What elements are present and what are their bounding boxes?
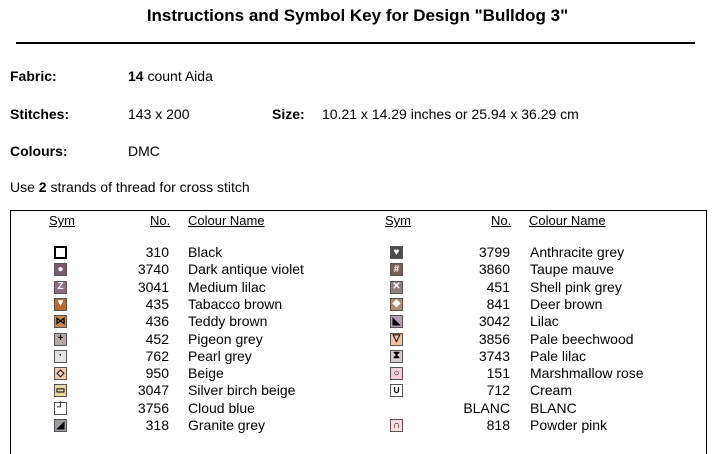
symbol-swatch-icon: ◣	[390, 315, 403, 328]
symbol-swatch-icon: ∩	[390, 419, 403, 432]
dmc-number: 841	[486, 295, 510, 312]
dmc-number: 3047	[137, 382, 169, 399]
colours-value: DMC	[128, 143, 160, 159]
colour-name: BLANC	[530, 399, 577, 416]
colour-row-right	[11, 244, 706, 261]
symbol-swatch-icon: ◢	[54, 419, 67, 432]
header-no-right: No.	[491, 213, 512, 228]
colour-name: Deer brown	[530, 295, 603, 312]
colour-row-right	[11, 261, 706, 278]
colour-row-right	[11, 365, 706, 382]
colour-name: Cloud blue	[188, 399, 255, 416]
colour-row-right	[11, 313, 706, 330]
dmc-number: 318	[145, 417, 169, 433]
dmc-number: BLANC	[463, 399, 510, 416]
header-no-left: No.	[150, 213, 171, 228]
fabric-count: 14	[128, 68, 144, 84]
symbol-swatch-icon: ◆	[390, 298, 403, 311]
colour-name: Medium lilac	[188, 278, 266, 295]
symbol-swatch-icon: ▼	[55, 298, 66, 310]
colour-name: Pearl grey	[188, 347, 252, 364]
symbol-swatch-icon: Z	[54, 281, 67, 294]
colour-row-right	[11, 382, 706, 399]
fabric-label: Fabric:	[10, 68, 57, 84]
dmc-number: 310	[145, 244, 169, 260]
dmc-number: 3041	[137, 278, 169, 295]
dmc-number: 3740	[137, 261, 169, 278]
dmc-number: 451	[486, 278, 510, 295]
dmc-number: 3756	[137, 399, 169, 416]
dmc-number: 3856	[478, 330, 510, 347]
symbol-swatch-icon: ⧗	[390, 350, 403, 363]
dmc-number: 452	[145, 330, 169, 347]
header-sym-left: Sym	[49, 213, 75, 228]
colour-row-right	[11, 279, 706, 296]
symbol-swatch-icon: ○	[390, 367, 403, 380]
stitches-label: Stitches:	[10, 106, 70, 122]
size-value: 10.21 x 14.29 inches or 25.94 x 36.29 cm	[322, 106, 579, 122]
dmc-number: 436	[145, 313, 169, 330]
colour-name: Tabacco brown	[188, 295, 283, 312]
fabric-value	[128, 68, 213, 84]
symbol-swatch-icon: ▭	[55, 384, 66, 396]
colour-row-right	[11, 296, 706, 313]
colour-name: Beige	[188, 365, 224, 382]
colour-row-right	[11, 348, 706, 365]
colour-name: Dark antique violet	[188, 261, 304, 278]
symbol-swatch-icon: ·	[54, 350, 67, 363]
colour-row-right	[11, 331, 706, 348]
dmc-number: 950	[145, 365, 169, 382]
colours-label: Colours:	[10, 143, 68, 159]
symbol-swatch-icon: ∪	[390, 384, 403, 397]
title-rule	[16, 42, 695, 44]
document-title: Instructions and Symbol Key for Design "Bulldog 3"	[146, 6, 569, 25]
colour-name: Pale lilac	[530, 347, 587, 364]
symbol-swatch-icon: ⋈	[55, 315, 66, 327]
colour-name: Pale beechwood	[530, 330, 634, 347]
colour-name: Granite grey	[188, 417, 266, 433]
colour-name: Black	[188, 244, 223, 260]
colour-row-right	[11, 417, 706, 434]
colour-row-right	[11, 400, 706, 417]
dmc-number: 818	[486, 417, 510, 433]
dmc-number: 712	[486, 382, 510, 399]
symbol-swatch-icon: +	[54, 333, 67, 346]
symbol-key-table	[10, 210, 707, 454]
header-sym-right: Sym	[385, 213, 411, 228]
header-name-right: Colour Name	[529, 213, 606, 228]
strands-instruction: Use 2 strands of thread for cross stitch	[10, 179, 250, 195]
size-label: Size:	[272, 106, 305, 122]
symbol-swatch-icon: ▽	[390, 333, 403, 346]
colour-name: Cream	[530, 382, 573, 399]
fabric-type: count Aida	[143, 68, 213, 84]
colour-name: Taupe mauve	[530, 261, 615, 278]
colour-name: Lilac	[530, 313, 559, 330]
dmc-number: 762	[145, 347, 169, 364]
strands-count: 2	[38, 179, 47, 195]
colour-name: Teddy brown	[188, 313, 268, 330]
symbol-swatch-icon: ┘	[54, 402, 67, 415]
colour-name: Pigeon grey	[188, 330, 263, 347]
dmc-number: 3042	[478, 313, 510, 330]
colour-name: Marshmallow rose	[530, 365, 644, 382]
symbol-swatch-icon: ✕	[390, 281, 403, 294]
symbol-swatch-icon: ♥	[390, 246, 403, 259]
symbol-swatch-icon: ●	[54, 263, 67, 276]
symbol-swatch-icon: ◇	[54, 367, 67, 380]
dmc-number: 435	[145, 295, 169, 312]
header-name-left: Colour Name	[188, 213, 265, 228]
colour-name: Powder pink	[530, 417, 608, 433]
symbol-swatch-icon: #	[390, 263, 403, 276]
dmc-number: 151	[486, 365, 510, 382]
dmc-number: 3860	[478, 261, 510, 278]
colour-name: Shell pink grey	[530, 278, 622, 295]
dmc-number: 3799	[478, 244, 510, 260]
colour-name: Anthracite grey	[530, 244, 625, 260]
colour-name: Silver birch beige	[188, 382, 296, 399]
dmc-number: 3743	[478, 347, 510, 364]
stitches-value: 143 x 200	[128, 106, 190, 122]
